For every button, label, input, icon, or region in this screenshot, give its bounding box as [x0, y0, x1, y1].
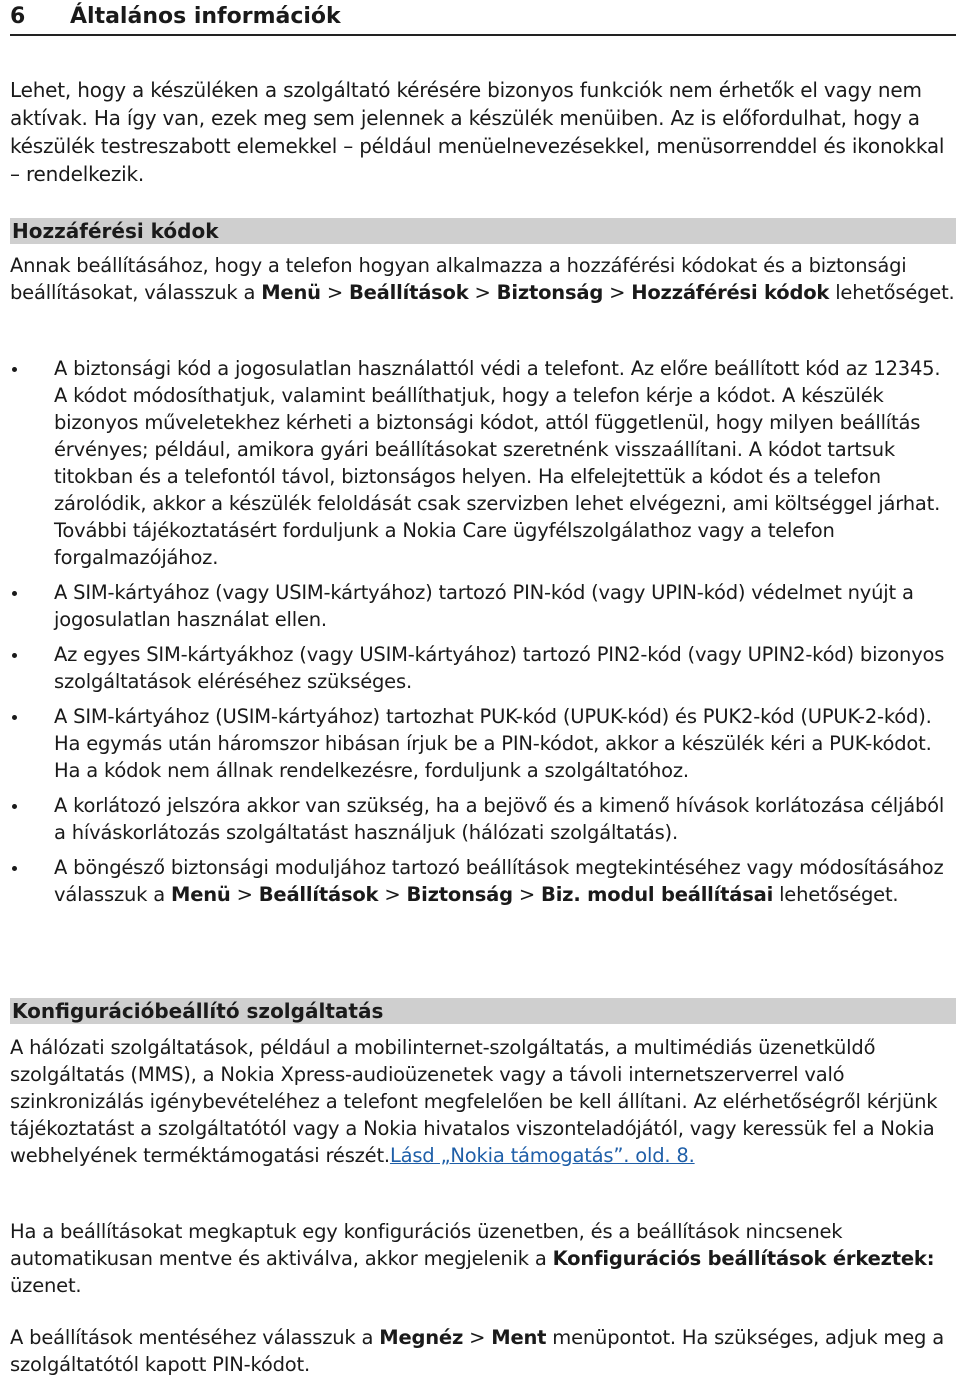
- list-item-text: A biztonsági kód a jogosulatlan használattól védi a telefont. Az előre beállított kód az 12345. A kódot módosíthatjuk, valamint beállíthatjuk, hogy a telefon kérje a kódot. A készülék bizonyos műveletekhez kérheti a biztonsági kódot, attól függetlenül, hogy milyen beállítás érvényes; például, amikora gyári beállításokat szeretnénk visszaállítani. A kódot tartsuk titokban és a telefontól távol, biztonságos helyen. Ha elfelejtettük a kódot és a telefon zárolódik, akkor a készülék feloldását csak szervizben lehet elvégezni, ami költséggel járhat. További tájékoztatásért forduljunk a Nokia Care ügyfélszolgálathoz vagy a telefon forgalmazójához.: [54, 357, 941, 569]
- menu-path-save: Ment: [491, 1326, 547, 1349]
- menu-separator: >: [512, 883, 542, 906]
- menu-path-menu: Menü: [261, 281, 321, 304]
- list-item: [10, 355, 956, 571]
- config-text: Ha a beállításokat megkaptuk egy konfigurációs üzenetben, és a beállítások nincsenek automatikusan mentve és aktiválva, akkor megjelenik a: [10, 1220, 843, 1270]
- menu-separator: >: [230, 883, 259, 906]
- config-message-name: Konfigurációs beállítások érkeztek:: [552, 1247, 935, 1270]
- config-text: A hálózati szolgáltatások, például a mobilinternet-szolgáltatás, a multimédiás üzenetküldő szolgáltatás (MMS), a Nokia Xpress-audioüzenetek vagy a távoli internetszerverrel való szinkronizálás igénybevételéhez a telefont megfelelően be kell állítani. Az elérhetőségről kérjünk tájékoztatást a szolgáltatótól vagy a Nokia hivatalos viszonteladójától, vagy keressük fel a Nokia webhelyének terméktámogatási részét.: [10, 1036, 938, 1167]
- bullet-icon: [12, 715, 17, 720]
- menu-path-menu: Menü: [171, 883, 231, 906]
- bullet-icon: [12, 653, 17, 658]
- menu-path-settings: Beállítások: [258, 883, 379, 906]
- menu-separator: >: [468, 281, 497, 304]
- menu-path-security: Biztonság: [406, 883, 513, 906]
- chapter-title: Általános információk: [70, 4, 341, 29]
- list-item-text: [54, 856, 944, 906]
- access-text-1: Annak beállításához, hogy a telefon hogyan alkalmazza a hozzáférési kódokat és a biztonsági beállításokat, válasszuk a: [10, 254, 907, 304]
- list-item: [10, 854, 956, 908]
- access-codes-paragraph: [10, 252, 956, 306]
- menu-path-view: Megnéz: [379, 1326, 464, 1349]
- menu-separator: >: [603, 281, 632, 304]
- browser-text-2: lehetőséget.: [773, 883, 899, 906]
- list-item: [10, 579, 956, 633]
- browser-text-1: A böngésző biztonsági moduljához tartozó beállítások megtekintéséhez vagy módosításához válasszuk a: [54, 856, 944, 906]
- config-paragraph-2: [10, 1218, 956, 1299]
- list-item-text: A SIM-kártyához (USIM-kártyához) tartozhat PUK-kód (UPUK-kód) és PUK2-kód (UPUK-2-kód). Ha egymás után háromszor hibásan írjuk be a PIN-kódot, akkor a készülék kéri a PUK-kódot. Ha a kódok nem állnak rendelkezésre, forduljunk a szolgáltatóhoz.: [54, 705, 932, 782]
- menu-path-module-settings: Biz. modul beállításai: [541, 883, 774, 906]
- menu-path-settings: Beállítások: [348, 281, 469, 304]
- config-text: A beállítások mentéséhez válasszuk a: [10, 1326, 380, 1349]
- page-number: 6: [10, 4, 26, 29]
- menu-separator: >: [463, 1326, 492, 1349]
- list-item: [10, 792, 956, 846]
- menu-path-security: Biztonság: [496, 281, 604, 304]
- config-text: menüpontot. Ha szükséges, adjuk meg a szolgáltatótól kapott PIN-kódot.: [10, 1326, 944, 1376]
- menu-separator: >: [320, 281, 349, 304]
- access-codes-list: [10, 355, 956, 916]
- list-item: [10, 703, 956, 784]
- section-heading-access-codes: Hozzáférési kódok: [10, 218, 956, 244]
- bullet-icon: [12, 591, 17, 596]
- list-item-text: A korlátozó jelszóra akkor van szükség, ha a bejövő és a kimenő hívások korlátozása céljából a híváskorlátozás szolgáltatást használjuk (hálózati szolgáltatás).: [54, 794, 945, 844]
- config-text: üzenet.: [10, 1274, 82, 1297]
- bullet-icon: [12, 367, 17, 372]
- section-heading-config-service: Konfigurációbeállító szolgáltatás: [10, 998, 956, 1024]
- nokia-support-link[interactable]: Lásd „Nokia támogatás”. old. 8.: [389, 1144, 695, 1167]
- bullet-icon: [12, 866, 17, 871]
- page-header: [10, 4, 956, 36]
- config-paragraph-1: [10, 1034, 956, 1169]
- access-text-2: lehetőséget.: [829, 281, 955, 304]
- intro-paragraph: Lehet, hogy a készüléken a szolgáltató kérésére bizonyos funkciók nem érhetők el vagy nem aktívak. Ha így van, ezek meg sem jelennek a készülék menüiben. Az is előfordulhat, hogy a készülék testreszabott elemekkel – például menüelnevezésekkel, menüsorrenddel és ikonokkal – rendelkezik.: [10, 78, 945, 186]
- list-item: [10, 641, 956, 695]
- menu-path-access-codes: Hozzáférési kódok: [631, 281, 830, 304]
- list-item-text: A SIM-kártyához (vagy USIM-kártyához) tartozó PIN-kód (vagy UPIN-kód) védelmet nyújt a jogosulatlan használat ellen.: [54, 581, 914, 631]
- bullet-icon: [12, 804, 17, 809]
- config-paragraph-3: [10, 1324, 956, 1378]
- list-item-text: Az egyes SIM-kártyákhoz (vagy USIM-kártyához) tartozó PIN2-kód (vagy UPIN2-kód) bizonyos szolgáltatások eléréséhez szükséges.: [54, 643, 945, 693]
- menu-separator: >: [378, 883, 407, 906]
